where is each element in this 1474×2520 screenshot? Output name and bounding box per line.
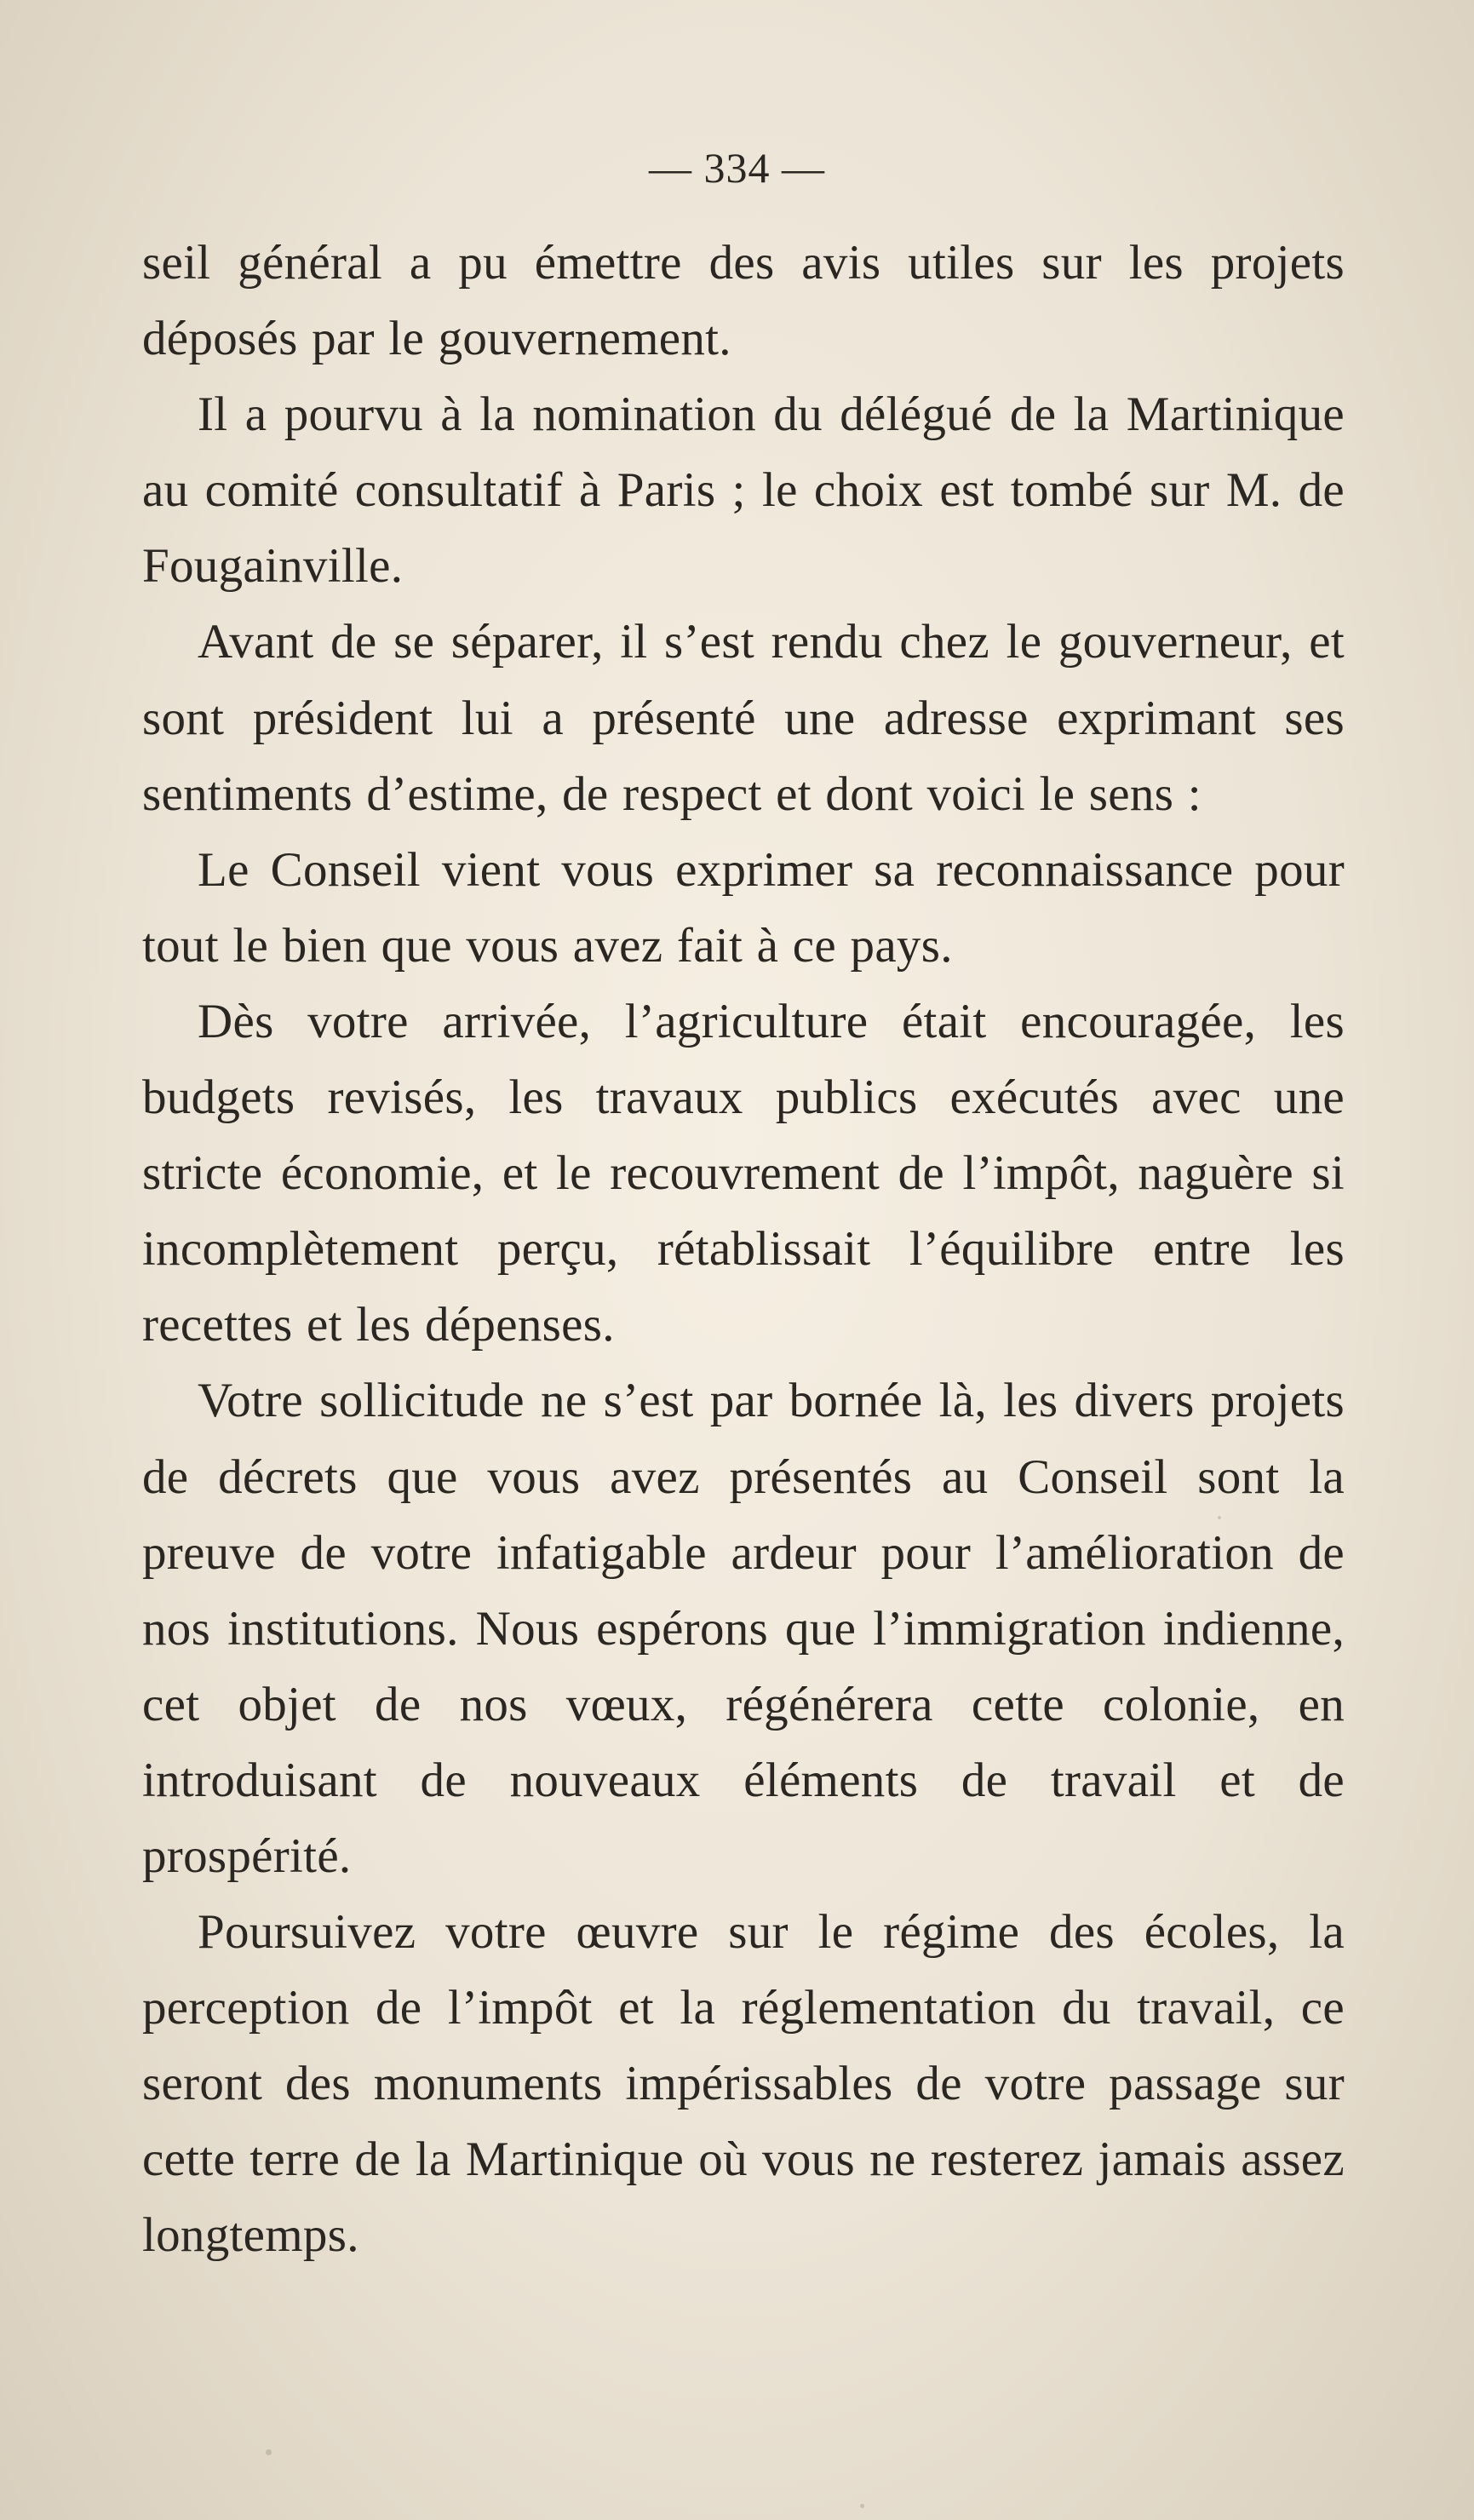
paper-speck [266,2449,272,2455]
body-text [142,225,1345,2274]
paragraph-2: Il a pourvu à la nomination du délégué de la Martinique au comité consultatif à Paris ; le choix est tombé sur M. de Fougainville. [142,387,1345,594]
paper-speck [1218,1516,1221,1519]
paragraph-6: Votre sollicitude ne s’est par bornée là, les divers projets de décrets que vous avez présentés au Conseil sont la preuve de votre infatigable ardeur pour l’amélioration de nos institutions. Nous espérons que l’immigration indienne, cet objet de nos vœux, régénérera cette colonie, en introduisant de nouveaux éléments de travail et de prospérité. [142,1374,1345,1883]
paragraph-3: Avant de se séparer, il s’est rendu chez le gouverneur, et sont président lui a présenté une adresse exprimant ses sentiments d’estime, de respect et dont voici le sens : [142,615,1345,821]
paragraph-7: Poursuivez votre œuvre sur le régime des écoles, la perception de l’impôt et la réglementation du travail, ce seront des monuments impérissables de votre passage sur cette terre de la Martinique où vous ne resterez jamais assez longtemps. [142,1905,1345,2263]
paragraph-1: seil général a pu émettre des avis utiles sur les projets déposés par le gouvernement. [142,236,1345,366]
paragraph-4: Le Conseil vient vous exprimer sa reconnaissance pour tout le bien que vous avez fait à ce pays. [142,842,1345,973]
page-number: — 334 — [649,144,825,192]
paper-speck [860,2504,864,2508]
paragraph-5: Dès votre arrivée, l’agriculture était encouragée, les budgets revisés, les travaux publics exécutés avec une stricte économie, et le recouvrement de l’impôt, naguère si incomplètement perçu, rétablissait l’équilibre entre les recettes et les dépenses. [142,994,1345,1352]
